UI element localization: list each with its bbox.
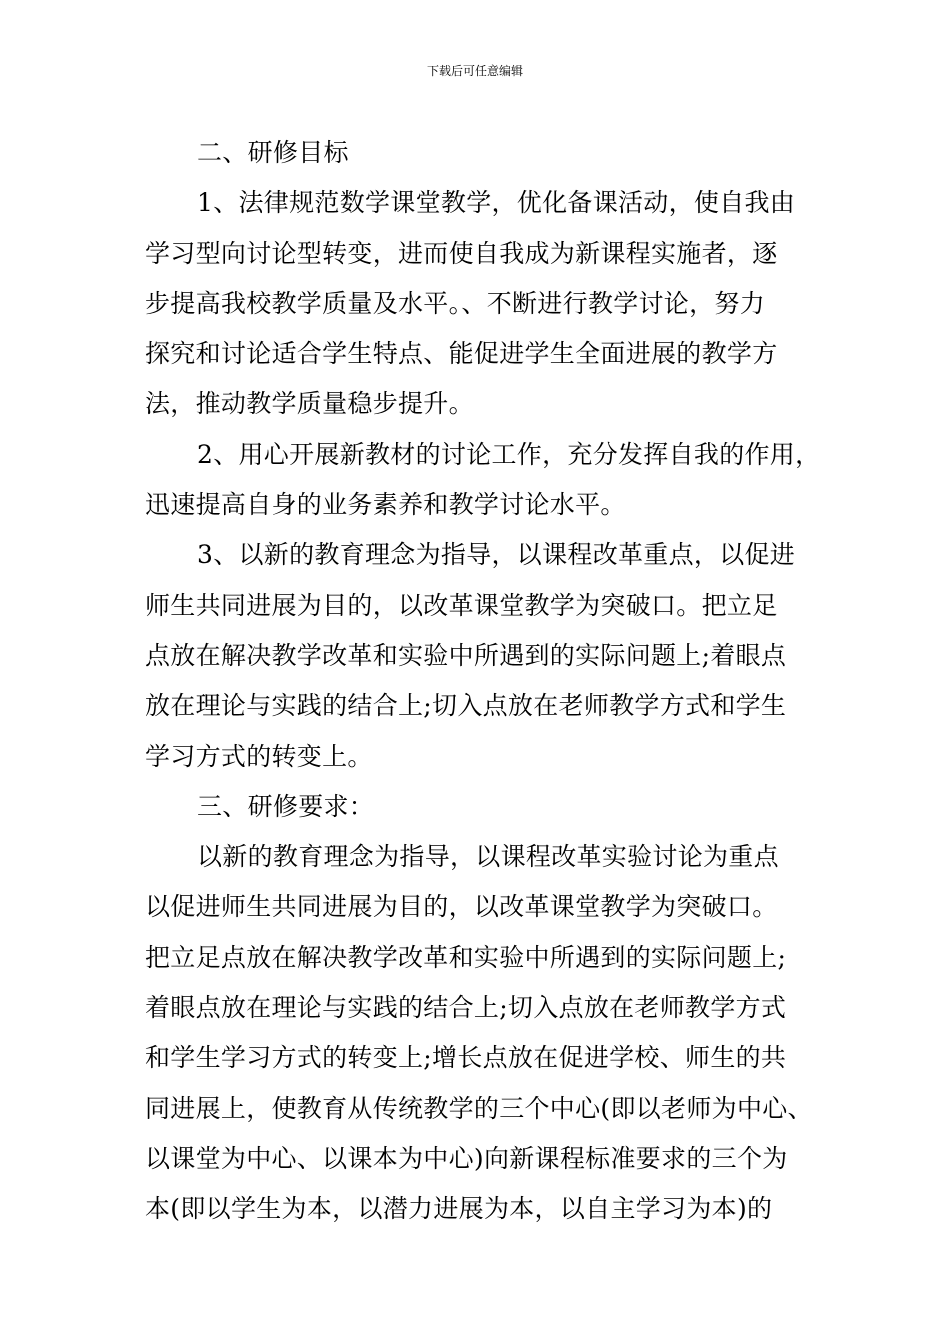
text-line: 着眼点放在理论与实践的结合上;切入点放在老师教学方式 [145,993,787,1023]
text-line: 2、用心开展新教材的讨论工作，充分发挥自我的作用， [197,439,821,469]
text-line: 三、研修要求： [197,791,375,821]
text-line: 点放在解决教学改革和实验中所遇到的实际问题上;着眼点 [145,640,787,670]
text-line: 以促进师生共同进展为目的，以改革课堂教学为突破口。 [145,892,778,922]
text-line: 1、法律规范数学课堂教学，优化备课活动，使自我由 [197,188,796,218]
text-line: 和学生学习方式的转变上;增长点放在促进学校、师生的共 [145,1043,787,1073]
text-line: 把立足点放在解决教学改革和实验中所遇到的实际问题上; [145,942,787,972]
text-line: 放在理论与实践的结合上;切入点放在老师教学方式和学生 [145,691,787,721]
text-line: 本(即以学生为本，以潜力进展为本，以自主学习为本)的 [145,1194,773,1224]
text-line: 学习方式的转变上。 [145,741,373,771]
text-line: 迅速提高自身的业务素养和教学讨论水平。 [145,490,626,520]
text-line: 学习型向讨论型转变，进而使自我成为新课程实施者，逐 [145,238,778,268]
text-line: 法，推动教学质量稳步提升。 [145,389,474,419]
text-line: 二、研修目标 [197,138,349,167]
document-body [145,128,821,1235]
text-line: 3、以新的教育理念为指导，以课程改革重点，以促进 [197,540,796,570]
text-line: 以新的教育理念为指导，以课程改革实验讨论为重点 [197,842,779,872]
text-line: 同进展上，使教育从传统教学的三个中心(即以老师为中心、 [145,1093,813,1123]
text-line: 探究和讨论适合学生特点、能促进学生全面进展的教学方 [145,339,778,369]
text-line: 以课堂为中心、以课本为中心)向新课程标准要求的三个为 [145,1143,788,1173]
text-line: 步提高我校教学质量及水平。、不断进行教学讨论，努力 [145,288,766,318]
text-line: 师生共同进展为目的，以改革课堂教学为突破口。把立足 [145,590,778,620]
page-header-note: 下载后可任意编辑 [426,64,523,78]
